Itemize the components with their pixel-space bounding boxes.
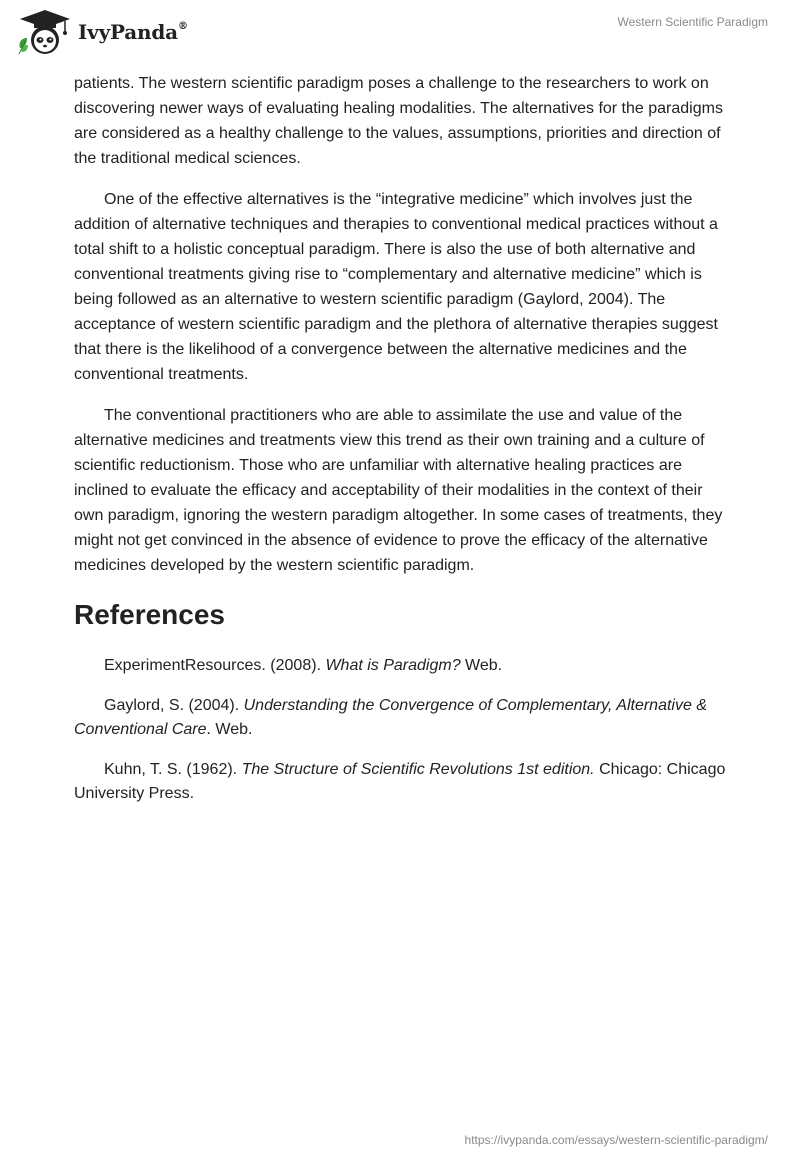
page-header (0, 0, 800, 64)
body-paragraph-1: patients. The western scientific paradigm poses a challenge to the researchers to work on discovering newer ways of evaluating healing modalities. The alternatives for the paradigms are considered as a healthy challenge to the values, assumptions, priorities and direction of the traditional medical sciences. (74, 75, 723, 167)
footer-url-link[interactable]: https://ivypanda.com/essays/western-scientific-paradigm/ (464, 1133, 768, 1147)
reference-item-2: Gaylord, S. (2004). Understanding the Convergence of Complementary, Alternative & Conventional Care. Web. (74, 697, 707, 738)
registered-mark: ® (177, 21, 188, 33)
reference-item-1: ExperimentResources. (2008). What is Paradigm? Web. (104, 657, 503, 674)
reference-item-3: Kuhn, T. S. (1962). The Structure of Scientific Revolutions 1st edition. Chicago: Chicago University Press. (74, 761, 726, 802)
document-title: Western Scientific Paradigm (617, 15, 768, 29)
brand-name: IvyPanda® (78, 20, 188, 44)
body-paragraph-3: The conventional practitioners who are able to assimilate the use and value of the alternative medicines and treatments view this trend as their own training and a culture of scientific reductionism. Those who are unfamiliar with alternative healing practices are inclined to evaluate the efficacy and acceptability of their modalities in the context of their own paradigm, ignoring the western paradigm altogether. In some cases of treatments, they might not get convinced in the absence of evidence to prove the efficacy of the alternative medicines developed by the western scientific paradigm. (74, 407, 723, 574)
reference-title-3: The Structure of Scientific Revolutions 1st edition. (241, 761, 595, 778)
essay-content (74, 71, 726, 822)
body-paragraph-2: One of the effective alternatives is the “integrative medicine” which involves just the addition of alternative techniques and therapies to conventional medical practices without a total shift to a holistic conceptual paradigm. There is also the use of both alternative and conventional treatments giving rise to “complementary and alternative medicine” which is being followed as an alternative to western scientific paradigm (Gaylord, 2004). The acceptance of western scientific paradigm and the plethora of alternative therapies suggest that there is the likelihood of a convergence between the alternative medicines and the conventional treatments. (74, 191, 718, 383)
reference-title-1: What is Paradigm? (325, 657, 461, 674)
panda-mascot-icon (16, 8, 74, 56)
reference-title-2: Understanding the Convergence of Complementary, Alternative & Conventional Care (74, 697, 707, 738)
ivypanda-logo[interactable] (16, 8, 188, 56)
references-heading: References (74, 599, 225, 630)
